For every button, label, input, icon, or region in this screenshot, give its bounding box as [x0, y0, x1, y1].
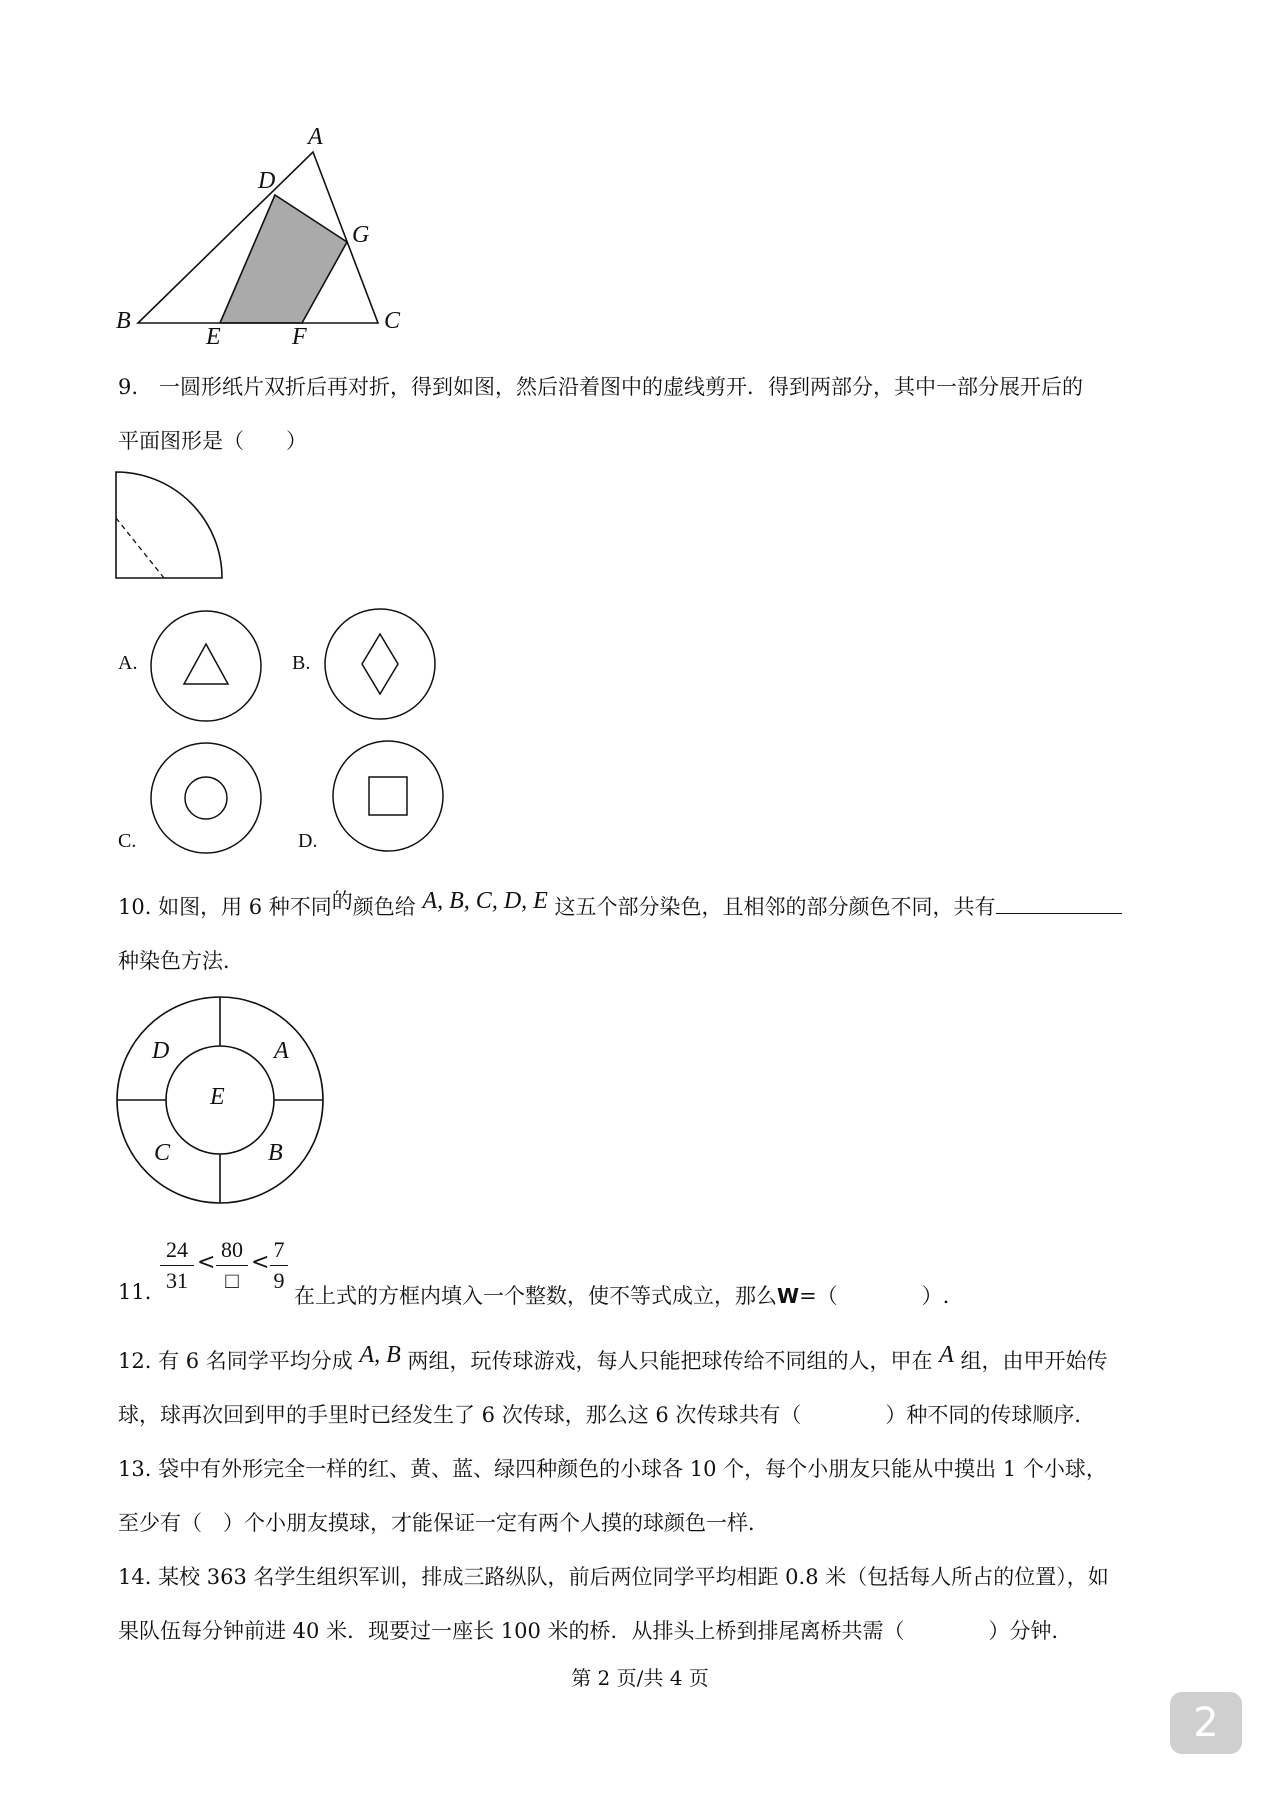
- triangle-figure: [100, 125, 420, 360]
- folded-paper-figure: [112, 468, 232, 584]
- option-d-figure[interactable]: [330, 738, 446, 854]
- q12-line2: 球，球再次回到甲的手里时已经发生了 6 次传球，那么这 6 次传球共有（ ）种不同的传球顺序．: [118, 1403, 1096, 1427]
- triangle-shape-icon: [184, 644, 228, 684]
- label-b: B: [116, 308, 131, 334]
- q9-line1: 9. 一圆形纸片双折后再对折，得到如图，然后沿着图中的虚线剪开．得到两部分，其中一部分展开后的: [118, 375, 1084, 399]
- q10-de: 的: [331, 889, 353, 913]
- label-g: G: [352, 222, 370, 248]
- diamond-shape-icon: [362, 634, 398, 694]
- q10-suffix: 这五个部分染色，且相邻的部分颜色不同，共有: [547, 895, 996, 919]
- question-14: [118, 1550, 1178, 1658]
- fraction-numerator: 24: [166, 1237, 188, 1262]
- option-b-label[interactable]: B.: [292, 652, 311, 674]
- option-b-figure[interactable]: [322, 606, 438, 722]
- q14-line1: 14. 某校 363 名学生组织军训，排成三路纵队，前后两位同学平均相距 0.8 米（包括每人所占的位置），如: [118, 1565, 1109, 1589]
- q13-line1: 13. 袋中有外形完全一样的红、黄、蓝、绿四种颜色的小球各 10 个，每个小朋友只能从中摸出 1 个小球，: [118, 1457, 1107, 1481]
- fraction-numerator: 7: [273, 1237, 285, 1262]
- square-shape-icon: [369, 777, 407, 815]
- label-d: D: [258, 168, 276, 194]
- q10-prefix: 10. 如图，用 6 种不同: [118, 895, 332, 919]
- option-c-figure[interactable]: [148, 740, 264, 856]
- q10-line2: 种染色方法．: [118, 949, 244, 973]
- question-12: [118, 1334, 1178, 1442]
- q12-part3: 组，由甲开始传: [953, 1349, 1108, 1373]
- answer-box[interactable]: □: [225, 1268, 239, 1293]
- answer-blank[interactable]: [996, 912, 1122, 914]
- option-d-label[interactable]: D.: [298, 830, 318, 852]
- question-13: [118, 1442, 1178, 1550]
- fraction-denominator: 9: [273, 1268, 285, 1293]
- less-than-sign: <: [197, 1250, 216, 1275]
- question-9: [118, 360, 1178, 468]
- label-c: C: [384, 308, 401, 334]
- fraction-7-9: [270, 1236, 288, 1295]
- page-footer: 第 2 页/共 4 页: [571, 1666, 709, 1690]
- circle-shape-icon: [185, 777, 227, 819]
- q10-mid: 颜色给: [352, 895, 423, 919]
- page-number-badge: 2: [1170, 1692, 1242, 1754]
- less-than-sign: <: [251, 1250, 270, 1275]
- region-b-label: B: [268, 1140, 283, 1166]
- q12-var-ab: A, B: [359, 1342, 401, 1368]
- region-e-label: E: [210, 1084, 225, 1110]
- q12-var-a: A: [939, 1342, 954, 1368]
- option-a-figure[interactable]: [148, 608, 264, 724]
- region-c-label: C: [154, 1140, 171, 1166]
- q12-part2: 两组，玩传球游戏，每人只能把球传给不同组的人，甲在: [400, 1349, 940, 1373]
- q10-line1: [118, 880, 1178, 934]
- label-f: F: [292, 324, 307, 350]
- region-d-label: D: [152, 1038, 170, 1064]
- shaded-quadrilateral: [220, 195, 347, 323]
- q13-line2: 至少有（ ）个小朋友摸球，才能保证一定有两个人摸的球颜色一样．: [118, 1511, 769, 1535]
- q9-line2: 平面图形是（ ）: [118, 429, 307, 453]
- q12-line1: [118, 1334, 1178, 1388]
- fraction-80-box: [216, 1236, 248, 1295]
- q11-w: W: [777, 1284, 800, 1308]
- option-c-label[interactable]: C.: [118, 830, 137, 852]
- q11-body: 在上式的方框内填入一个整数，使不等式成立，那么: [294, 1284, 777, 1308]
- label-a: A: [308, 124, 323, 150]
- q14-line2: 果队伍每分钟前进 40 米．现要过一座长 100 米的桥．从排头上桥到排尾离桥共需（ ）分钟．: [118, 1619, 1073, 1643]
- q11-eq: =（ ）.: [799, 1284, 950, 1308]
- fraction-numerator: 80: [221, 1237, 243, 1262]
- q10-vars: A, B, C, D, E: [422, 888, 548, 914]
- fraction-denominator: 31: [166, 1268, 188, 1293]
- q12-part1: 12. 有 6 名同学平均分成: [118, 1349, 360, 1373]
- q11-number: 11.: [118, 1280, 152, 1304]
- fraction-24-31: [160, 1236, 194, 1295]
- question-10: [118, 880, 1178, 988]
- option-a-label[interactable]: A.: [118, 652, 138, 674]
- label-e: E: [206, 324, 221, 350]
- region-a-label: A: [274, 1038, 289, 1064]
- q11-text: [294, 1280, 949, 1310]
